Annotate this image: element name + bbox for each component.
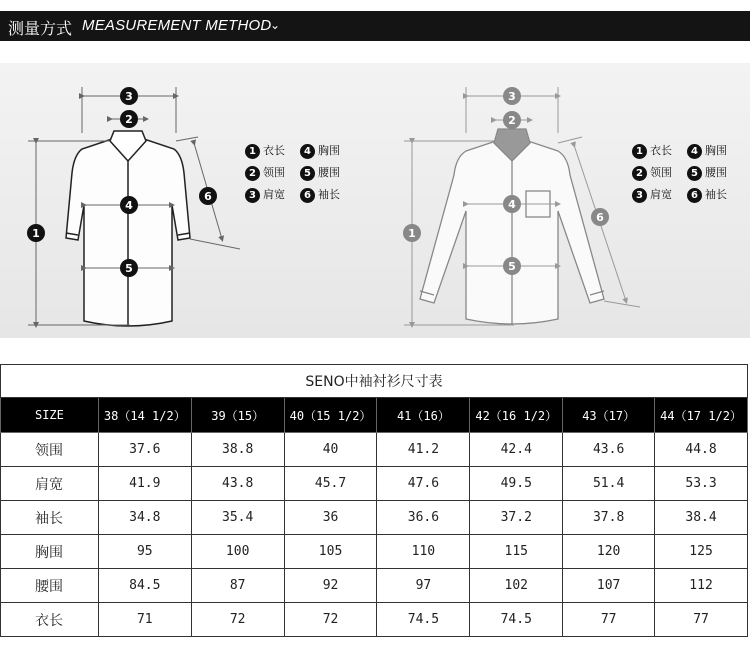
table-cell: 110 (377, 535, 470, 569)
marker-5: 5 (508, 260, 516, 273)
marker-4: 4 (508, 198, 516, 211)
table-title-row (1, 365, 748, 398)
row-label: 肩宽 (1, 467, 99, 501)
table-header-row (1, 398, 748, 433)
table-cell: 37.8 (563, 501, 655, 535)
legend-item: 2 领围 (632, 165, 672, 181)
table-cell: 77 (563, 603, 655, 637)
marker-1: 1 (32, 227, 40, 240)
marker-2: 2 (508, 114, 516, 127)
section-title-en: MEASUREMENT METHOD (82, 17, 272, 34)
row-label: 衣长 (1, 603, 99, 637)
marker-3: 3 (508, 90, 516, 103)
legend-item: 2 领围 (245, 165, 285, 181)
marker-6: 6 (596, 211, 604, 224)
table-cell: 105 (284, 535, 377, 569)
table-title: SENO中袖衬衫尺寸表 (1, 365, 748, 398)
table-cell: 97 (377, 569, 470, 603)
table-row (1, 569, 748, 603)
table-cell: 74.5 (377, 603, 470, 637)
table-row (1, 467, 748, 501)
table-cell: 53.3 (655, 467, 748, 501)
table-cell: 42.4 (470, 433, 563, 467)
section-header (0, 11, 750, 41)
legend-item: 6 袖长 (300, 187, 340, 203)
table-row (1, 603, 748, 637)
marker-5: 5 (125, 262, 133, 275)
table-cell: 72 (284, 603, 377, 637)
header-cell: 44（17 1/2） (655, 398, 748, 433)
table-cell: 45.7 (284, 467, 377, 501)
table-cell: 37.2 (470, 501, 563, 535)
long-sleeve-shirt-illustration (420, 129, 604, 325)
legend-item: 1 衣长 (245, 143, 285, 159)
table-cell: 36.6 (377, 501, 470, 535)
table-cell: 47.6 (377, 467, 470, 501)
row-label: 胸围 (1, 535, 99, 569)
table-cell: 87 (191, 569, 284, 603)
header-cell: 41（16） (377, 398, 470, 433)
table-cell: 102 (470, 569, 563, 603)
table-cell: 44.8 (655, 433, 748, 467)
marker-1: 1 (408, 227, 416, 240)
table-cell: 84.5 (98, 569, 191, 603)
legend-item: 6 袖长 (687, 187, 727, 203)
table-cell: 112 (655, 569, 748, 603)
size-chart-table (0, 364, 748, 637)
header-cell: 40（15 1/2） (284, 398, 377, 433)
section-title-zh: 测量方式 (8, 19, 73, 38)
table-cell: 115 (470, 535, 563, 569)
header-cell: 42（16 1/2） (470, 398, 563, 433)
table-cell: 35.4 (191, 501, 284, 535)
row-label: 袖长 (1, 501, 99, 535)
header-cell: 39（15） (191, 398, 284, 433)
half-sleeve-shirt-illustration (66, 131, 190, 326)
table-row (1, 535, 748, 569)
marker-4: 4 (125, 199, 133, 212)
table-cell: 37.6 (98, 433, 191, 467)
table-cell: 41.2 (377, 433, 470, 467)
legend-item: 3 肩宽 (245, 187, 285, 203)
table-row (1, 433, 748, 467)
row-label: 腰围 (1, 569, 99, 603)
table-cell: 100 (191, 535, 284, 569)
table-cell: 95 (98, 535, 191, 569)
table-cell: 120 (563, 535, 655, 569)
legend-item: 1 衣长 (632, 143, 672, 159)
header-cell: 43（17） (563, 398, 655, 433)
legend-item: 4 胸围 (687, 143, 727, 159)
header-cell: 38（14 1/2） (98, 398, 191, 433)
table-cell: 72 (191, 603, 284, 637)
header-cell: SIZE (1, 398, 99, 433)
table-cell: 77 (655, 603, 748, 637)
table-cell: 34.8 (98, 501, 191, 535)
table-cell: 125 (655, 535, 748, 569)
table-cell: 107 (563, 569, 655, 603)
legend-item: 5 腰围 (687, 165, 727, 181)
table-cell: 41.9 (98, 467, 191, 501)
marker-3: 3 (125, 90, 133, 103)
table-cell: 71 (98, 603, 191, 637)
table-cell: 92 (284, 569, 377, 603)
legend-item: 5 腰围 (300, 165, 340, 181)
table-cell: 43.6 (563, 433, 655, 467)
marker-2: 2 (125, 113, 133, 126)
table-cell: 38.4 (655, 501, 748, 535)
table-cell: 38.8 (191, 433, 284, 467)
table-row (1, 501, 748, 535)
chevron-down-icon: ⌄ (270, 18, 281, 32)
table-cell: 74.5 (470, 603, 563, 637)
row-label: 领围 (1, 433, 99, 467)
table-cell: 40 (284, 433, 377, 467)
marker-6: 6 (204, 190, 212, 203)
legend-item: 4 胸围 (300, 143, 340, 159)
legend-item: 3 肩宽 (632, 187, 672, 203)
table-cell: 36 (284, 501, 377, 535)
table-cell: 43.8 (191, 467, 284, 501)
table-cell: 49.5 (470, 467, 563, 501)
table-cell: 51.4 (563, 467, 655, 501)
